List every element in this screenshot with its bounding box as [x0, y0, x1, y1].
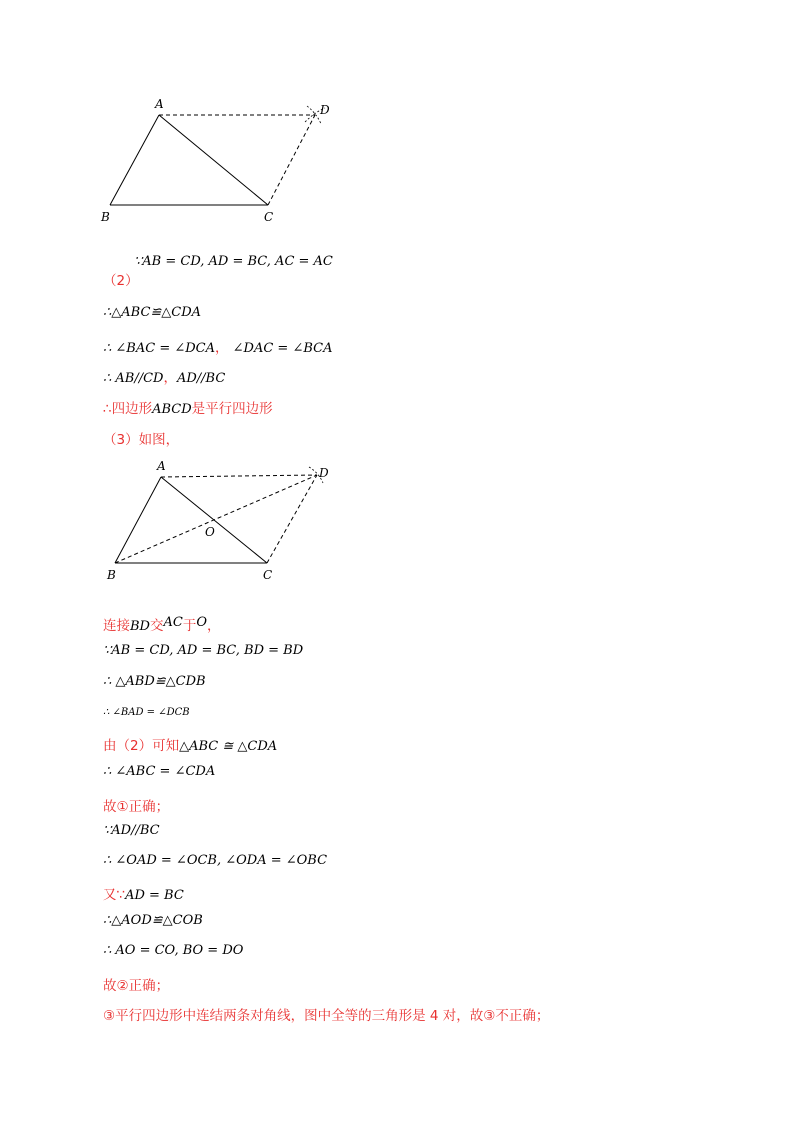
segment-CD-dashed	[267, 475, 317, 563]
part3-line3: ∴ ∠BAD = ∠DCB	[103, 707, 190, 718]
label-C: C	[263, 568, 273, 582]
figure-parallelogram-2	[95, 455, 375, 595]
figure-parallelogram-1	[95, 90, 375, 230]
label-A: A	[157, 459, 166, 473]
label-B: B	[101, 210, 110, 224]
part3-connect: 连接BD交AC于O，	[103, 615, 221, 634]
segment-AB	[115, 477, 161, 563]
part3-line7: ∵AD//BC	[103, 823, 160, 838]
label-A: A	[155, 97, 164, 111]
part3-line12: 故②正确；	[103, 978, 170, 994]
part2-line1: ∵AB = CD, AD = BC, AC = AC	[134, 254, 333, 269]
part3-line6: 故①正确；	[103, 799, 170, 815]
part2-line3: ∴ ∠BAC = ∠DCA， ∠DAC = ∠BCA	[103, 340, 333, 356]
segment-CD-dashed	[268, 115, 315, 205]
part2-line4: ∴ AB//CD，AD//BC	[103, 370, 226, 386]
label-D: D	[319, 466, 329, 480]
part3-line13: ③平行四边形中连结两条对角线，图中全等的三角形是 4 对，故③不正确；	[103, 1008, 550, 1024]
part3-line5: ∴ ∠ABC = ∠CDA	[103, 764, 216, 779]
segment-AC	[159, 115, 268, 205]
part2-line2: ∴△ABC≌△CDA	[103, 305, 202, 320]
segment-AD-dashed	[161, 475, 317, 477]
part3-line10: ∴△AOD≌△COB	[103, 913, 203, 928]
part3-line9: 又∵AD = BC	[103, 887, 184, 903]
part3-label: （3）如图，	[103, 432, 180, 448]
label-C: C	[264, 210, 274, 224]
part2-label: （2）	[103, 273, 139, 289]
part3-line8: ∴ ∠OAD = ∠OCB, ∠ODA = ∠OBC	[103, 853, 328, 868]
label-D: D	[320, 103, 330, 117]
segment-AB	[110, 115, 159, 205]
label-B: B	[107, 568, 116, 582]
label-O: O	[205, 525, 215, 539]
part3-line4: 由（2）可知△ABC ≅ △CDA	[103, 738, 278, 754]
part3-line2: ∴ △ABD≌△CDB	[103, 674, 206, 689]
part3-line11: ∴ AO = CO, BO = DO	[103, 943, 244, 958]
part2-line5: ∴四边形ABCD是平行四边形	[103, 401, 273, 417]
part3-line1: ∵AB = CD, AD = BC, BD = BD	[103, 643, 304, 658]
segment-BD-dashed	[115, 475, 317, 563]
